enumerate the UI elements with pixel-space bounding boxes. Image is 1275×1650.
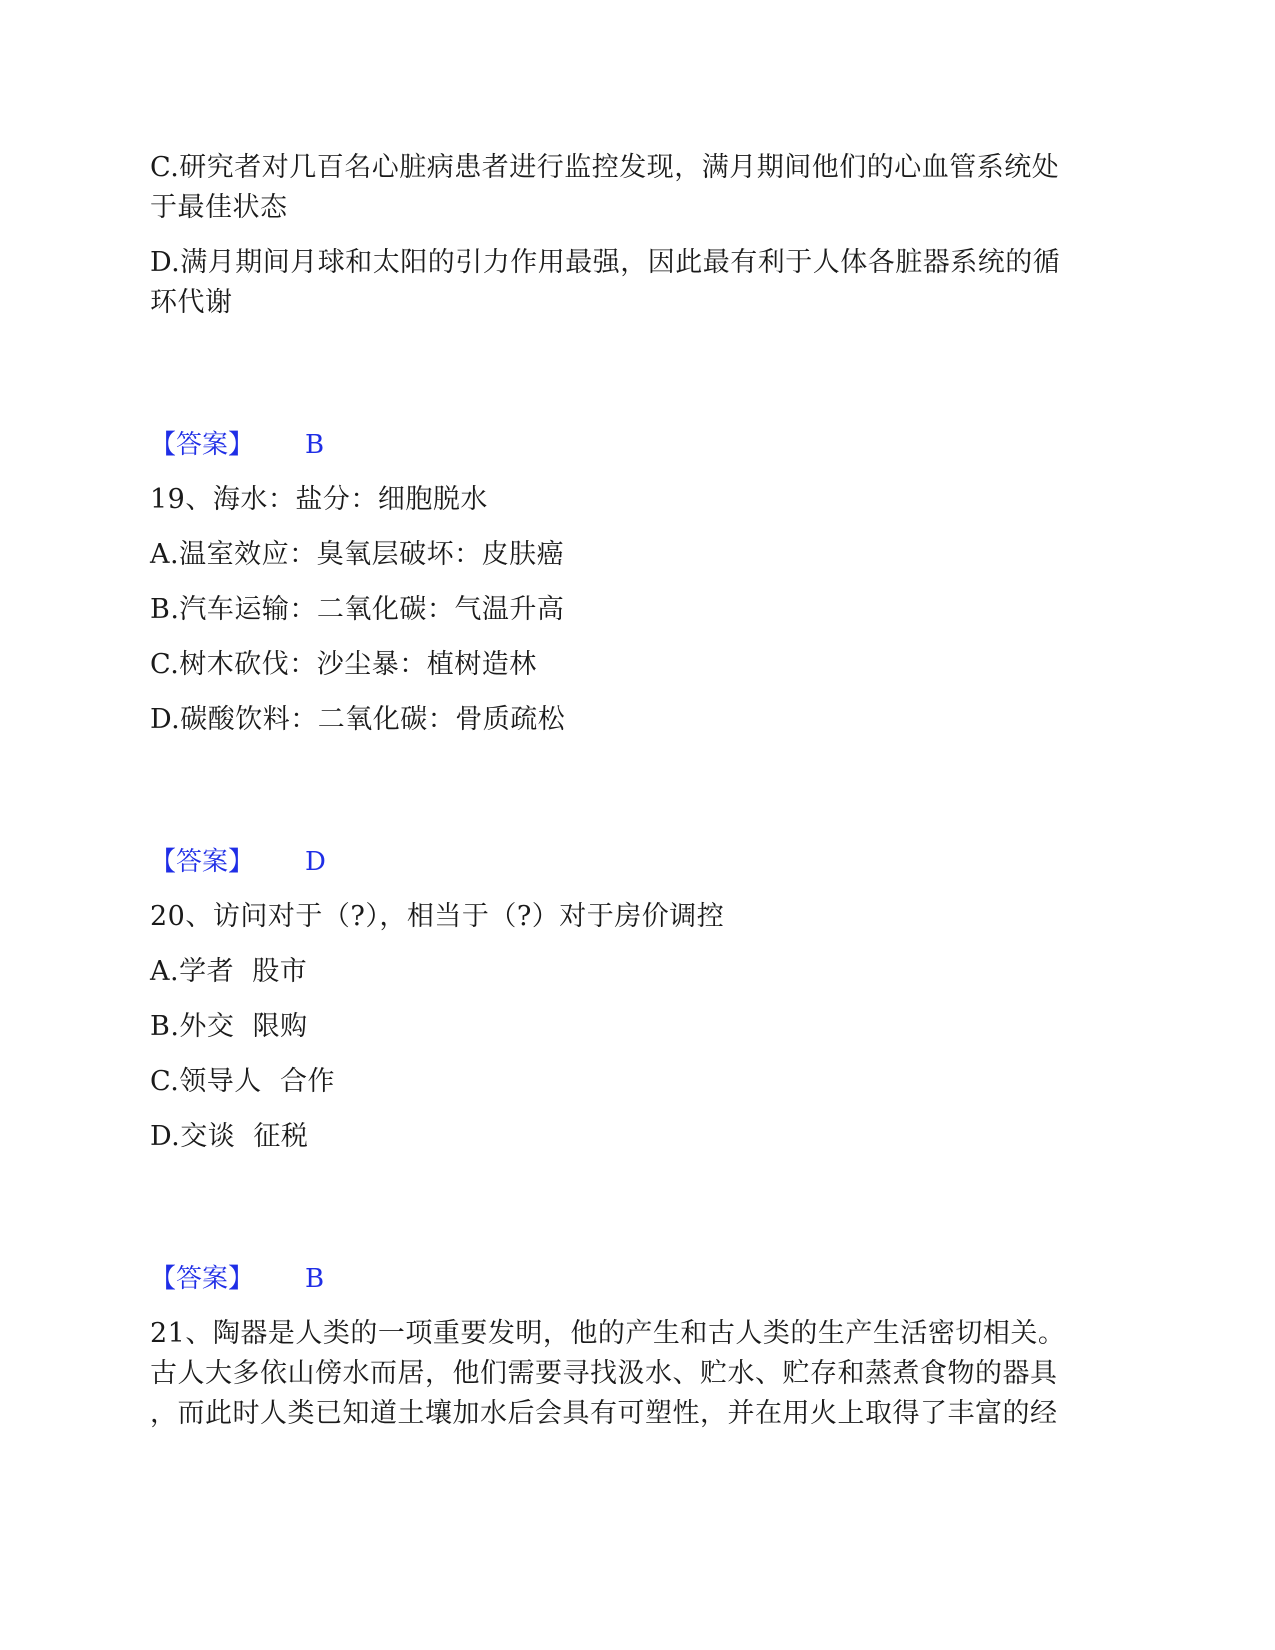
q18-option-d-line2: 环代谢 (150, 287, 233, 318)
q19-answer (150, 842, 326, 882)
q20-option-b: B.外交 限购 (150, 1011, 308, 1042)
q20-option-d: D.交谈 征税 (150, 1121, 309, 1152)
q19-option-c: C.树木砍伐：沙尘暴：植树造林 (150, 649, 537, 680)
q21-line3: ，而此时人类已知道土壤加水后会具有可塑性，并在用火上取得了丰富的经 (150, 1398, 1058, 1429)
answer-value: B (305, 1264, 325, 1294)
q21-line1: 21、陶器是人类的一项重要发明，他的产生和古人类的生产生活密切相关。 (150, 1318, 1066, 1349)
q20-option-a: A.学者 股市 (150, 956, 308, 987)
q18-option-c-line2: 于最佳状态 (150, 192, 288, 223)
q20-question: 20、访问对于（?），相当于（?）对于房价调控 (150, 901, 725, 932)
answer-label: 【答案】 (150, 430, 255, 460)
q18-option-d-line1: D.满月期间月球和太阳的引力作用最强，因此最有利于人体各脏器系统的循 (150, 247, 1061, 278)
answer-value: B (305, 430, 325, 460)
q19-option-a: A.温室效应：臭氧层破坏：皮肤癌 (150, 539, 565, 570)
q19-question: 19、海水：盐分：细胞脱水 (150, 484, 488, 515)
q20-answer (150, 1259, 325, 1299)
q18-answer (150, 425, 325, 465)
q20-option-c: C.领导人 合作 (150, 1066, 335, 1097)
q19-option-b: B.汽车运输：二氧化碳：气温升高 (150, 594, 565, 625)
q19-option-d: D.碳酸饮料：二氧化碳：骨质疏松 (150, 704, 566, 735)
answer-value: D (305, 847, 326, 877)
q18-option-c-line1: C.研究者对几百名心脏病患者进行监控发现，满月期间他们的心血管系统处 (150, 152, 1060, 183)
answer-label: 【答案】 (150, 1264, 255, 1294)
answer-label: 【答案】 (150, 847, 255, 877)
q21-line2: 古人大多依山傍水而居，他们需要寻找汲水、贮水、贮存和蒸煮食物的器具 (150, 1358, 1058, 1389)
